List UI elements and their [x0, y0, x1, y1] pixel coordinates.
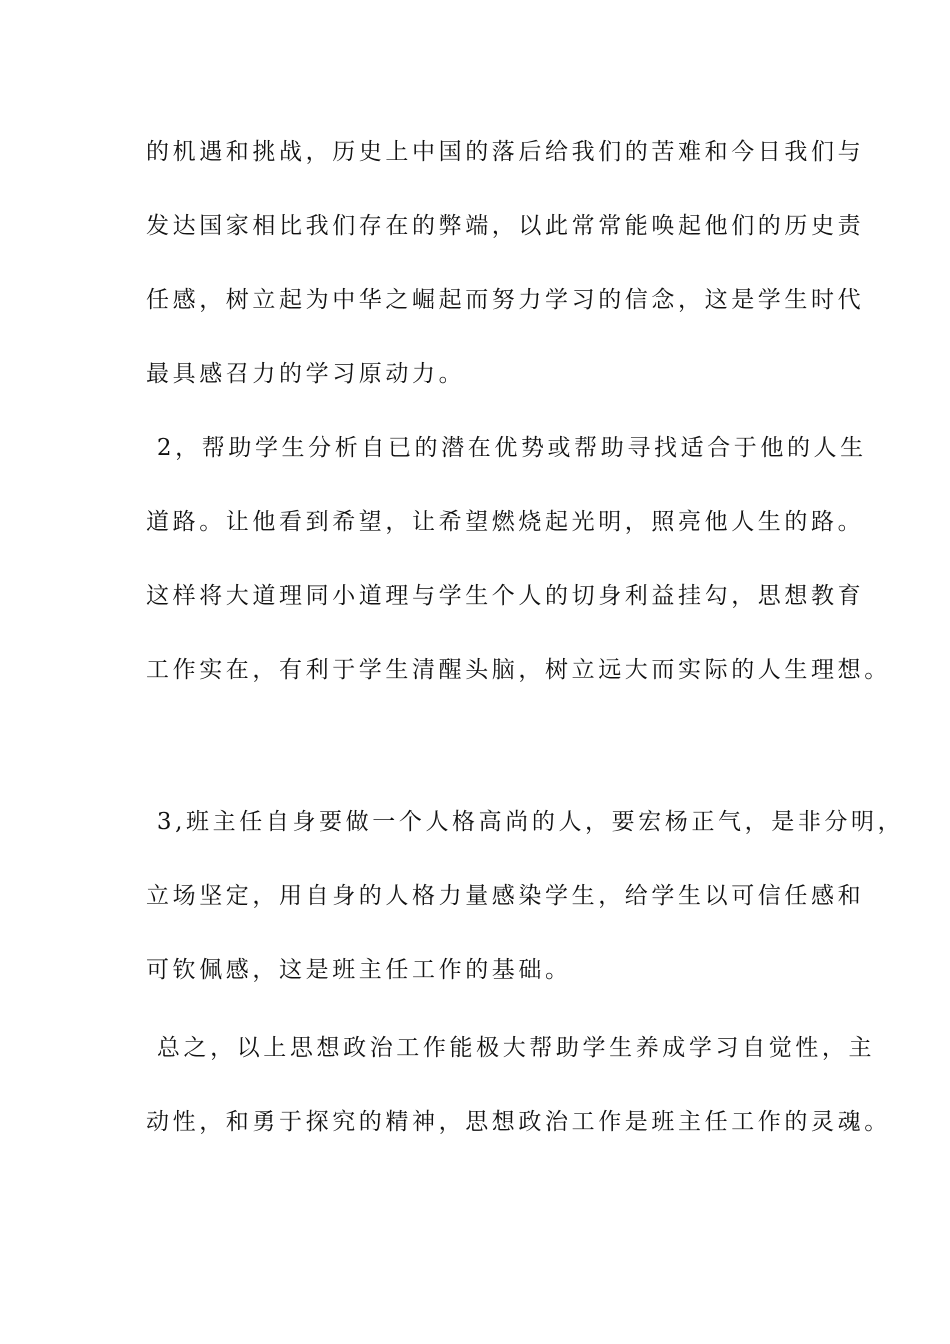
text-line: 立场坚定，用自身的人格力量感染学生，给学生以可信任感和 — [146, 883, 865, 909]
text-line: 3,班主任自身要做一个人格高尚的人，要宏杨正气，是非分明， — [146, 809, 905, 835]
text-line: 这样将大道理同小道理与学生个人的切身利益挂勾，思想教育 — [146, 583, 865, 609]
text-line: 最具感召力的学习原动力。 — [146, 361, 466, 387]
text-line: 总之，以上思想政治工作能极大帮助学生养成学习自觉性，主 — [146, 1035, 876, 1061]
text-line: 工作实在，有利于学生清醒头脑，树立远大而实际的人生理想。 — [146, 657, 891, 683]
text-line: 2，帮助学生分析自已的潜在优势或帮助寻找适合于他的人生 — [146, 435, 867, 461]
text-line: 任感，树立起为中华之崛起而努力学习的信念，这是学生时代 — [146, 287, 865, 313]
text-line: 动性，和勇于探究的精神，思想政治工作是班主任工作的灵魂。 — [146, 1109, 891, 1135]
text-line: 道路。让他看到希望，让希望燃烧起光明，照亮他人生的路。 — [146, 509, 865, 535]
text-line: 可钦佩感，这是班主任工作的基础。 — [146, 957, 572, 983]
text-line: 的机遇和挑战，历史上中国的落后给我们的苦难和今日我们与 — [146, 139, 865, 165]
text-line: 发达国家相比我们存在的弊端，以此常常能唤起他们的历史责 — [146, 213, 865, 239]
